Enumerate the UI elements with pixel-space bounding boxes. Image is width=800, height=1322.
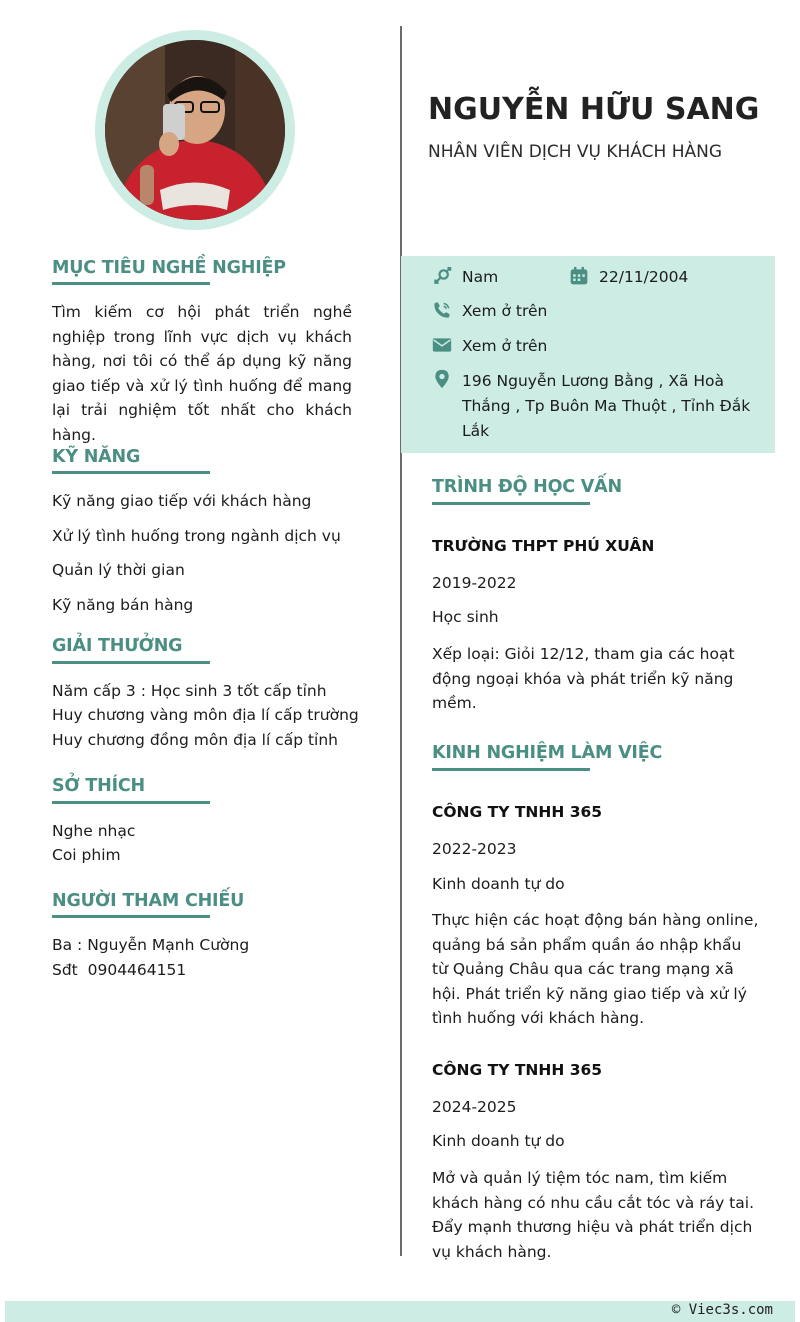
candidate-name: NGUYỄN HỮU SANG — [428, 92, 760, 127]
calendar-icon — [569, 266, 589, 286]
contact-birthday: 22/11/2004 — [599, 268, 689, 286]
skills-title: KỸ NĂNG — [52, 447, 141, 467]
contact-gender: Nam — [462, 268, 499, 286]
skill-item: Xử lý tình huống trong ngành dịch vụ — [52, 527, 341, 545]
experience-title: KINH NGHIỆM LÀM VIỆC — [432, 743, 663, 763]
hobby-item: Coi phim — [52, 846, 121, 864]
reference-item: Ba : Nguyễn Mạnh Cường — [52, 936, 250, 954]
location-icon — [432, 369, 452, 389]
hobbies-underline — [52, 801, 210, 804]
award-item: Huy chương vàng môn địa lí cấp trường — [52, 706, 359, 724]
references-underline — [52, 915, 210, 918]
education-position: Học sinh — [432, 608, 499, 626]
footer-copyright: © Viec3s.com — [671, 1302, 773, 1318]
job-period: 2024-2025 — [432, 1098, 517, 1116]
email-icon — [432, 335, 452, 355]
awards-title: GIẢI THƯỞNG — [52, 636, 183, 656]
education-period: 2019-2022 — [432, 574, 517, 592]
job-company: CÔNG TY TNHH 365 — [432, 1061, 603, 1079]
contact-email: Xem ở trên — [462, 337, 548, 355]
award-item: Năm cấp 3 : Học sinh 3 tốt cấp tỉnh — [52, 682, 327, 700]
education-school: TRƯỜNG THPT PHÚ XUÂN — [432, 537, 655, 555]
reference-item: Sđt 0904464151 — [52, 961, 187, 979]
skill-item: Kỹ năng bán hàng — [52, 596, 194, 614]
job-company: CÔNG TY TNHH 365 — [432, 803, 603, 821]
education-description: Xếp loại: Giỏi 12/12, tham gia các hoạt động ngoại khóa và phát triển kỹ năng mềm. — [432, 645, 735, 713]
education-underline — [432, 502, 590, 505]
job-period: 2022-2023 — [432, 840, 517, 858]
phone-icon — [432, 300, 452, 320]
avatar-photo — [105, 40, 285, 220]
hobby-item: Nghe nhạc — [52, 822, 136, 840]
column-divider — [400, 26, 402, 1256]
award-item: Huy chương đồng môn địa lí cấp tỉnh — [52, 731, 338, 749]
objective-title: MỤC TIÊU NGHỀ NGHIỆP — [52, 258, 286, 278]
avatar — [105, 40, 285, 220]
job-position: Kinh doanh tự do — [432, 875, 565, 893]
job-position: Kinh doanh tự do — [432, 1132, 565, 1150]
job-description: Thực hiện các hoạt động bán hàng online, quảng bá sản phẩm quần áo nhập khẩu từ Quảng Châu qua các trang mạng xã hội. Phát triển kỹ năng giao tiếp và xử lý tình huống với khách hàng. — [432, 911, 759, 1028]
experience-underline — [432, 768, 590, 771]
objective-underline — [52, 282, 210, 285]
candidate-role: NHÂN VIÊN DỊCH VỤ KHÁCH HÀNG — [428, 142, 723, 162]
hobbies-title: SỞ THÍCH — [52, 776, 145, 796]
gender-icon — [432, 267, 452, 287]
footer-bar — [5, 1301, 795, 1322]
skill-item: Quản lý thời gian — [52, 561, 185, 579]
objective-text: Tìm kiếm cơ hội phát triển nghề nghiệp trong lĩnh vực dịch vụ khách hàng, nơi tôi có thể áp dụng kỹ năng giao tiếp và xử lý tình huống để mang lại trải nghiệm tốt nhất cho khách hàng. — [52, 303, 352, 444]
education-title: TRÌNH ĐỘ HỌC VẤN — [432, 477, 622, 497]
awards-underline — [52, 661, 210, 664]
skill-item: Kỹ năng giao tiếp với khách hàng — [52, 492, 312, 510]
contact-address: 196 Nguyễn Lương Bằng , Xã Hoà Thắng , Tp Buôn Ma Thuột , Tỉnh Đắk Lắk — [462, 372, 751, 440]
skills-underline — [52, 471, 210, 474]
job-description: Mở và quản lý tiệm tóc nam, tìm kiếm khách hàng có nhu cầu cắt tóc và ráy tai. Đẩy mạnh thương hiệu và phát triển dịch vụ khách hàng. — [432, 1169, 754, 1261]
references-title: NGƯỜI THAM CHIẾU — [52, 891, 245, 911]
contact-phone: Xem ở trên — [462, 302, 548, 320]
